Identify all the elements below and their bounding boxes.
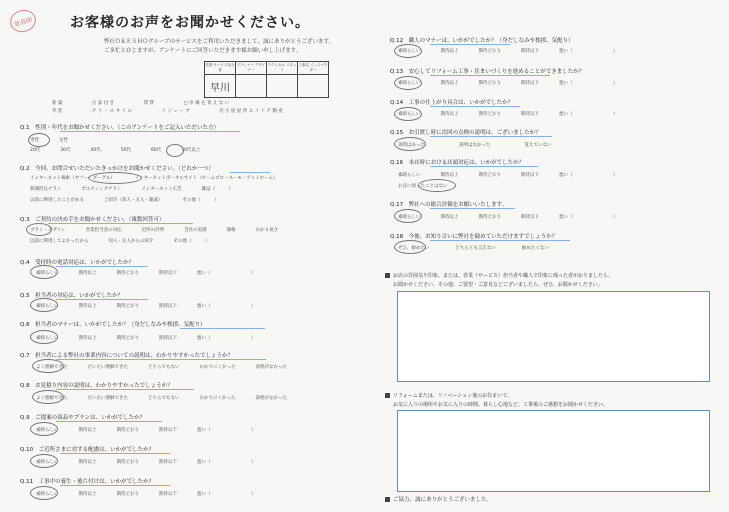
option[interactable]: 期待以下	[159, 460, 177, 465]
underline-mark	[60, 485, 170, 486]
category-row-1	[52, 100, 229, 106]
option[interactable]: 素晴らしい	[398, 112, 421, 117]
question-7: Q.7 担当者による弊社の事業内容についての説明は、わかりやすかったでしょうか？	[20, 353, 233, 359]
underline-mark	[430, 75, 550, 76]
selection-circle	[394, 209, 422, 223]
option[interactable]: 期待以下	[159, 336, 177, 341]
option[interactable]: 説明がなかった	[255, 396, 287, 401]
option[interactable]: 期待以下	[521, 112, 539, 117]
underline-mark	[56, 266, 148, 267]
staff-box	[204, 61, 329, 98]
square-bullet-icon	[385, 497, 390, 502]
underline-mark	[56, 421, 162, 422]
question-9: Q.9 ご提案の商品やプランは、いかがでしたか？	[20, 415, 146, 421]
option[interactable]: 悪い（ ）	[559, 215, 618, 220]
selection-circle	[394, 240, 426, 254]
selection-circle	[30, 330, 58, 344]
category-new[interactable]: 新 築	[52, 101, 63, 106]
question-16: Q.16 本店時における店頭対応は、いかがでしたか？	[390, 160, 525, 166]
free-comment-2-prompt: リフォームまたは、リノベーション後のお住まいで、	[385, 392, 512, 399]
option[interactable]: 期待以上	[440, 49, 459, 54]
category-rental[interactable]: 賃 貸	[143, 101, 155, 106]
option[interactable]: 以前に利用してよかったから	[30, 239, 89, 244]
free-comment-1-box[interactable]	[397, 291, 710, 382]
q2-row-2	[30, 186, 253, 192]
category-i-style[interactable]: ア イ ・ ス タ イ ル	[91, 109, 132, 114]
intro-line-2: ご多忙と存じますが、アンケートにご回答いただきます様お願い申し上げます。	[104, 48, 302, 54]
staff-header-inspector: 工事店 インスペクター	[298, 62, 329, 75]
option[interactable]: 期待以上	[440, 81, 459, 86]
option[interactable]: 期待以上	[78, 460, 97, 465]
question-13: Q.13 安心してリフォーム工事・住まいづくりを進めることができましたか？	[390, 69, 585, 75]
q2-row-3	[30, 197, 239, 203]
q16-options	[398, 172, 638, 178]
option[interactable]: 70代以上	[181, 148, 201, 153]
option[interactable]: 悪い（ ）	[197, 271, 256, 276]
option[interactable]: 素晴らしい	[36, 304, 59, 309]
option[interactable]: わかりにくかった	[199, 365, 236, 370]
option[interactable]: 期待どおり	[116, 428, 139, 433]
option[interactable]: 説明はあった	[398, 143, 425, 148]
option[interactable]: 素晴らしい	[398, 49, 421, 54]
option[interactable]: 覚えていない	[524, 143, 552, 148]
option[interactable]: 期待どおり	[116, 492, 139, 497]
q3-row-2	[30, 238, 230, 244]
option[interactable]: 勧めたくない	[521, 246, 549, 251]
underline-mark	[60, 453, 170, 454]
selection-circle	[30, 454, 58, 468]
selection-circle	[26, 223, 52, 236]
option[interactable]: 男性	[30, 138, 39, 143]
option[interactable]: 悪い（ ）	[197, 304, 256, 309]
option[interactable]: 40代	[90, 148, 101, 153]
option[interactable]: 期待どおり	[478, 173, 501, 178]
staff-empty-cell[interactable]	[298, 75, 329, 98]
q4-options	[36, 270, 276, 276]
option[interactable]: 会社の実績	[184, 228, 207, 233]
option[interactable]: 悪い（ ）	[197, 428, 256, 433]
option[interactable]: どちらでもない	[148, 396, 180, 401]
option[interactable]: 説明がなかった	[255, 365, 287, 370]
option[interactable]: 期待以下	[521, 215, 539, 220]
approval-stamp: 社長印	[8, 7, 39, 35]
free-comment-2-prompt-2: お気に入りの場所やお気に入りの時間、暮らし心地など、工事後のご感想をお聞かせください。	[393, 402, 609, 408]
option[interactable]: 悪い（ ）	[559, 81, 618, 86]
page-title: お客様のお声をお聞かせください。	[70, 15, 310, 31]
option[interactable]: プラン・デザイン	[30, 228, 66, 233]
option[interactable]: 期待どおり	[116, 460, 139, 465]
option[interactable]: 期待どおり	[116, 336, 139, 341]
selection-circle	[32, 359, 64, 373]
option[interactable]: 30代	[60, 148, 71, 153]
underline-mark	[430, 106, 520, 107]
category-used-house[interactable]: 古 家 付 き	[91, 101, 115, 106]
option[interactable]: 素晴らしい	[36, 460, 59, 465]
selection-circle	[394, 76, 422, 90]
option[interactable]: インターネット検索（ヤフー・グーグル）	[30, 176, 115, 181]
option[interactable]: ぜひ、勧めたい	[398, 246, 430, 251]
option[interactable]: 新聞折込チラシ	[30, 187, 62, 192]
option[interactable]: 悪い（ ）	[559, 173, 618, 178]
option[interactable]: よく理解できた	[36, 365, 68, 370]
option[interactable]: その他（ ）	[182, 198, 219, 203]
question-6: Q.6 担当者のマナーは、いかがでしたか？（身だしなみや挨拶、気配り）	[20, 322, 206, 328]
option[interactable]: 60代	[150, 148, 162, 153]
option[interactable]: 期待以下	[521, 173, 539, 178]
option[interactable]: 期待どおり	[116, 271, 139, 276]
q8-options	[36, 395, 307, 401]
option[interactable]: 期待以下	[521, 81, 539, 86]
intro-line-1: 弊社ＯＫＥＳＨＯグループのサービスをご利用いただきまして、誠にありがとうございます。	[104, 39, 335, 45]
selection-circle	[394, 137, 426, 151]
option[interactable]: 期待以上	[440, 173, 459, 178]
staff-header-technical: テクニカル スタッフ	[267, 62, 298, 75]
staff-name-cell[interactable]	[205, 75, 236, 98]
q14-options	[398, 111, 638, 117]
option[interactable]: お店に伺ったことはない	[398, 184, 448, 189]
option[interactable]: 素晴らしい	[398, 173, 421, 178]
underline-mark	[56, 299, 148, 300]
option[interactable]: 期待どおり	[478, 49, 501, 54]
selection-circle	[394, 107, 422, 121]
option[interactable]: 雑誌（ ）	[201, 187, 234, 192]
staff-empty-cell[interactable]	[267, 75, 298, 98]
question-2: Q.2 今回、お問合せいただいたきっかけをお聞かせください。（どれか一つ）	[20, 166, 214, 172]
q17-options	[398, 214, 638, 220]
underline-mark	[430, 136, 552, 137]
option[interactable]: 女性	[59, 138, 68, 143]
q1-age	[30, 147, 220, 153]
q2-row-1	[30, 175, 298, 181]
option[interactable]: 期待以下	[521, 49, 539, 54]
q10-options	[36, 459, 276, 465]
option[interactable]: わかり易さ	[255, 228, 279, 233]
q11-options	[36, 491, 276, 497]
underline-mark	[56, 389, 194, 390]
option[interactable]: 期待以上	[440, 215, 459, 220]
option[interactable]: 期待どおり	[116, 304, 139, 309]
underline-mark	[48, 223, 193, 224]
option[interactable]: 知人・友人からの紹介	[108, 239, 154, 244]
question-10: Q.10 ご近所さまに対する配慮は、いかがでしたか？	[20, 447, 155, 453]
square-bullet-icon	[385, 273, 390, 278]
option[interactable]: 期待以上	[78, 336, 97, 341]
option[interactable]: わかりにくかった	[199, 396, 236, 401]
category-rejuve[interactable]: リ ジ ュ ー ブ	[161, 109, 190, 114]
selection-circle	[30, 486, 58, 500]
question-11: Q.11 工事中の養生・後片付けは、いかがでしたか？	[20, 479, 155, 485]
selection-circle	[28, 133, 50, 147]
underline-mark	[56, 359, 266, 360]
question-14: Q.14 工事の仕上がり具合は、いかがでしたか？	[390, 100, 514, 106]
underline-mark	[430, 208, 515, 209]
underline-mark	[60, 131, 240, 132]
option[interactable]: 素晴らしい	[398, 215, 421, 220]
option[interactable]: 期待以上	[78, 492, 97, 497]
option[interactable]: 説明はなかった	[458, 143, 491, 148]
option[interactable]: 期待どおり	[478, 81, 501, 86]
underline-mark	[180, 328, 265, 329]
option[interactable]: 素晴らしい	[36, 336, 59, 341]
option[interactable]: 期待以上	[78, 271, 97, 276]
selection-circle	[394, 44, 422, 58]
q13-options	[398, 80, 638, 86]
staff-header-planner: プランナー デザイナー	[236, 62, 267, 75]
q7-options	[36, 364, 307, 370]
option[interactable]: 以前に利用したことがある	[30, 198, 84, 203]
option[interactable]: 20代	[30, 148, 41, 153]
option[interactable]: 悪い（ ）	[197, 492, 256, 497]
question-3: Q.3 ご契約の決め手をお聞かせください。（複数回答可）	[20, 217, 165, 223]
option[interactable]: 期待以下	[159, 428, 177, 433]
selection-circle	[418, 179, 456, 192]
q6-options	[36, 335, 276, 341]
option[interactable]: 素晴らしい	[36, 271, 59, 276]
question-18: Q.18 今後、お知り合いに弊社を勧めていただけますでしょうか？	[390, 234, 558, 240]
selection-circle	[30, 298, 58, 312]
option[interactable]: その他（ ）	[173, 239, 210, 244]
option[interactable]: 期待以下	[159, 304, 177, 309]
category-nagoya-eight[interactable]: 名 古 屋 屋 所 エ イ ト 不 動 産	[219, 109, 283, 114]
free-comment-1-prompt: お店の雰囲気や印象、または、営業（サービス）担当者や職人で印象に残った者がおりましたら、	[385, 272, 613, 279]
option[interactable]: 期待以下	[159, 271, 177, 276]
option[interactable]: 期待以上	[440, 112, 459, 117]
option[interactable]: 悪い（ ）	[197, 336, 256, 341]
option[interactable]: 期待以上	[78, 428, 97, 433]
selection-circle	[30, 265, 58, 279]
selection-circle	[30, 422, 58, 436]
option[interactable]: 50代	[120, 148, 131, 153]
underline-mark	[430, 44, 510, 45]
option[interactable]: どちらとも言えない	[455, 246, 496, 251]
option[interactable]: 素晴らしい	[398, 81, 421, 86]
q12-options	[398, 48, 638, 54]
selection-circle	[88, 172, 142, 184]
question-1: Q.1 性別・年代をお聞かせください。（このアンケートをご記入いただいた方）	[20, 125, 219, 131]
question-5: Q.5 担当者の対応は、いかがでしたか？	[20, 293, 124, 299]
free-comment-2-box[interactable]	[397, 410, 710, 492]
option[interactable]: 営業担当者の対応	[85, 228, 122, 233]
option[interactable]: インターネットポータルサイト（ホームプロ・スーモ・アットホーム）	[134, 176, 278, 181]
option[interactable]: 期待以下	[159, 492, 177, 497]
selection-circle	[32, 390, 64, 404]
option[interactable]: 素晴らしい	[36, 428, 59, 433]
underline-mark	[230, 172, 270, 173]
square-bullet-icon	[385, 393, 390, 398]
option[interactable]: どちらでもない	[148, 365, 180, 370]
staff-header-sales: 営業 サービス担当者	[205, 62, 236, 75]
underline-mark	[430, 240, 570, 241]
option[interactable]: インターネット広告	[141, 187, 182, 192]
option[interactable]: 期待どおり	[478, 215, 501, 220]
staff-empty-cell[interactable]	[236, 75, 267, 98]
question-12: Q.12 職人のマナーは、いかがでしたか？（身だしなみや挨拶、気配り）	[390, 38, 574, 44]
option[interactable]: よく理解できた	[36, 396, 68, 401]
free-comment-1-prompt-2: お聞かせください。その他、ご要望・ご意見などございましたら、ぜひ、お聞かせください。	[393, 282, 603, 288]
option[interactable]: 悪い（ ）	[559, 49, 618, 54]
option[interactable]: 期待以上	[78, 304, 97, 309]
question-17: Q.17 弊社への総合評価をお願いいたします。	[390, 202, 508, 208]
option[interactable]: 価格	[226, 228, 236, 233]
option[interactable]: ご紹介（知人・友人・親戚）	[104, 198, 163, 203]
question-4: Q.4 受付時の電話対応は、いかがでしたか？	[20, 260, 135, 266]
category-exterior[interactable]: 外 装	[52, 109, 63, 114]
option[interactable]: 悪い（ ）	[197, 460, 256, 465]
option[interactable]: 期待どおり	[478, 112, 501, 117]
option[interactable]: 近所の評判	[141, 228, 165, 233]
q5-options	[36, 303, 276, 309]
staff-name: 早川	[210, 82, 230, 94]
option[interactable]: だいたい理解できた	[87, 365, 128, 370]
underline-mark	[430, 166, 538, 167]
category-row-2	[52, 108, 283, 114]
selection-circle	[166, 144, 184, 157]
thanks-text: ご協力、誠にありがとうございました。	[385, 495, 492, 503]
option[interactable]: ポスティングチラシ	[81, 187, 122, 192]
question-15: Q.15 お引渡し時に次回の点検の説明は、ございましたか？	[390, 130, 541, 136]
q9-options	[36, 427, 276, 433]
category-market[interactable]: □ 市 場 を 買 え な い	[183, 101, 230, 106]
question-8: Q.8 お見積り内容の説明は、わかりやすかったでしょうか？	[20, 383, 173, 389]
option[interactable]: 素晴らしい	[36, 492, 59, 497]
option[interactable]: だいたい理解できた	[87, 396, 128, 401]
q3-row-1	[30, 227, 298, 233]
option[interactable]: 悪い（ ）	[559, 112, 618, 117]
